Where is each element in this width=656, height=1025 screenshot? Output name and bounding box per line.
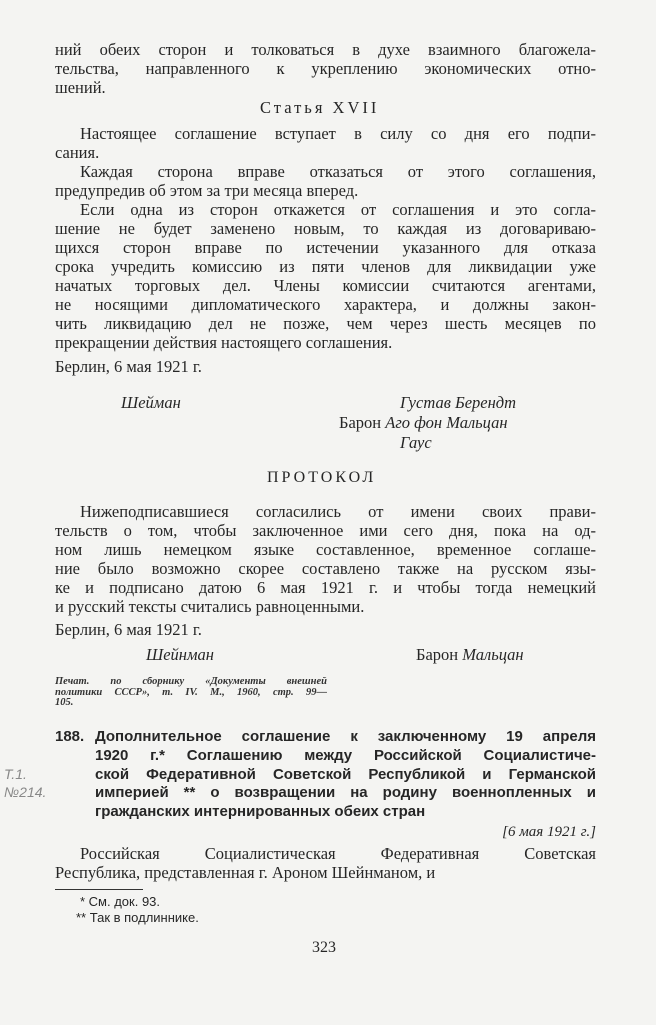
text-line: империей ** о возвращении на родину военнопленных и: [95, 784, 596, 802]
signature-left: Шейман: [121, 393, 181, 412]
text-line: предупредив об этом за три месяца вперед.: [55, 181, 359, 200]
signature-right: [416, 645, 524, 664]
document-heading: [55, 728, 596, 822]
margin-note-line: Т.1.: [4, 766, 27, 782]
paragraph: [55, 200, 596, 352]
footnote-1: * См. док. 93.: [80, 894, 161, 909]
signature-left: Шейнман: [146, 645, 214, 664]
signature-title: Барон: [416, 645, 459, 664]
paragraph: [55, 124, 596, 162]
text-line: шение не будет заменено новым, то каждая из договариваю-: [55, 219, 596, 238]
text-line: гражданских интернированных обеих стран: [95, 803, 426, 820]
text-line: Печат. по сборнику «Документы внешней: [55, 677, 327, 687]
text-line: Республика, представленная г. Ароном Шейнманом, и: [55, 863, 436, 882]
margin-note-line: №214.: [4, 784, 47, 800]
signature-title: Барон: [339, 413, 382, 432]
text-line: ке и подписано датою 6 мая 1921 г. и чтобы тогда немецкий: [55, 578, 596, 597]
text-line: Дополнительное соглашение к заключенному 19 апреля: [95, 728, 596, 745]
document-paragraph: [55, 844, 596, 882]
text-line: Российская Социалистическая Федеративная Советская: [80, 844, 596, 863]
place-date: Берлин, 6 мая 1921 г.: [55, 357, 202, 376]
handwritten-margin-note: [4, 765, 46, 801]
protocol-title: ПРОТОКОЛ: [267, 469, 377, 486]
document-date: [6 мая 1921 г.]: [502, 824, 596, 840]
text-line: тельства, направленного к укреплению экономических отно-: [55, 59, 596, 78]
protocol-paragraph: [55, 502, 596, 616]
text-line: ний обеих сторон и толковаться в духе взаимного благожела-: [55, 40, 596, 59]
text-line: чить ликвидацию дел не позже, чем через шесть месяцев по: [55, 314, 596, 333]
text-line: политики СССР», т. IV. М., 1960, стр. 99—: [55, 687, 327, 698]
text-line: 105.: [55, 698, 74, 708]
signature-name: Мальцан: [462, 645, 524, 664]
text-line: 1920 г.* Соглашению между Российской Социалистиче-: [95, 746, 596, 764]
paragraph: [55, 162, 596, 200]
document-title: [95, 728, 596, 822]
text-line: ние было возможно скорее составлено также на русском язы-: [55, 559, 596, 578]
text-line: начатых торговых дел. Члены комиссии считаются агентами,: [55, 276, 596, 295]
page-number: 323: [312, 939, 336, 956]
text-line: не носящими дипломатического характера, и должны закон-: [55, 295, 596, 314]
signature-name: Аго фон Мальцан: [385, 413, 508, 432]
text-line: Если одна из сторон откажется от соглашения и это согла-: [80, 200, 596, 219]
text-line: шений.: [55, 78, 106, 97]
text-line: Настоящее соглашение вступает в силу со дня его подпи-: [80, 124, 596, 143]
footnote-2: ** Так в подлиннике.: [76, 910, 199, 925]
text-line: ской Федеративной Советской Республикой и Германской: [95, 765, 596, 783]
source-note: [55, 677, 327, 709]
text-line: тельств о том, чтобы заключенное ими сего дня, пока на од-: [55, 521, 596, 540]
article-body: [55, 124, 596, 352]
text-line: Каждая сторона вправе отказаться от этого соглашения,: [80, 162, 596, 181]
signature-right-2: [339, 413, 508, 432]
footnote-divider: [55, 889, 143, 890]
text-line: прекращении действия настоящего соглашения.: [55, 333, 393, 352]
top-paragraph: [55, 40, 596, 97]
text-line: ном лишь немецком языке составленное, временное соглаше-: [55, 540, 596, 559]
signature-right-3: Гаус: [400, 433, 432, 452]
text-line: щихся сторон вправе по истечении указанного для отказа: [55, 238, 596, 257]
text-line: и русский тексты считались равноценными.: [55, 597, 365, 616]
text-line: Нижеподписавшиеся согласились от имени своих прави-: [80, 502, 596, 521]
article-title: Статья XVII: [260, 98, 380, 117]
signature-right-1: Густав Берендт: [400, 393, 517, 412]
text-line: сания.: [55, 143, 100, 162]
place-date: Берлин, 6 мая 1921 г.: [55, 620, 202, 639]
text-line: срока учредить комиссию из пяти членов для ликвидации уже: [55, 257, 596, 276]
document-number: 188.: [55, 728, 85, 745]
